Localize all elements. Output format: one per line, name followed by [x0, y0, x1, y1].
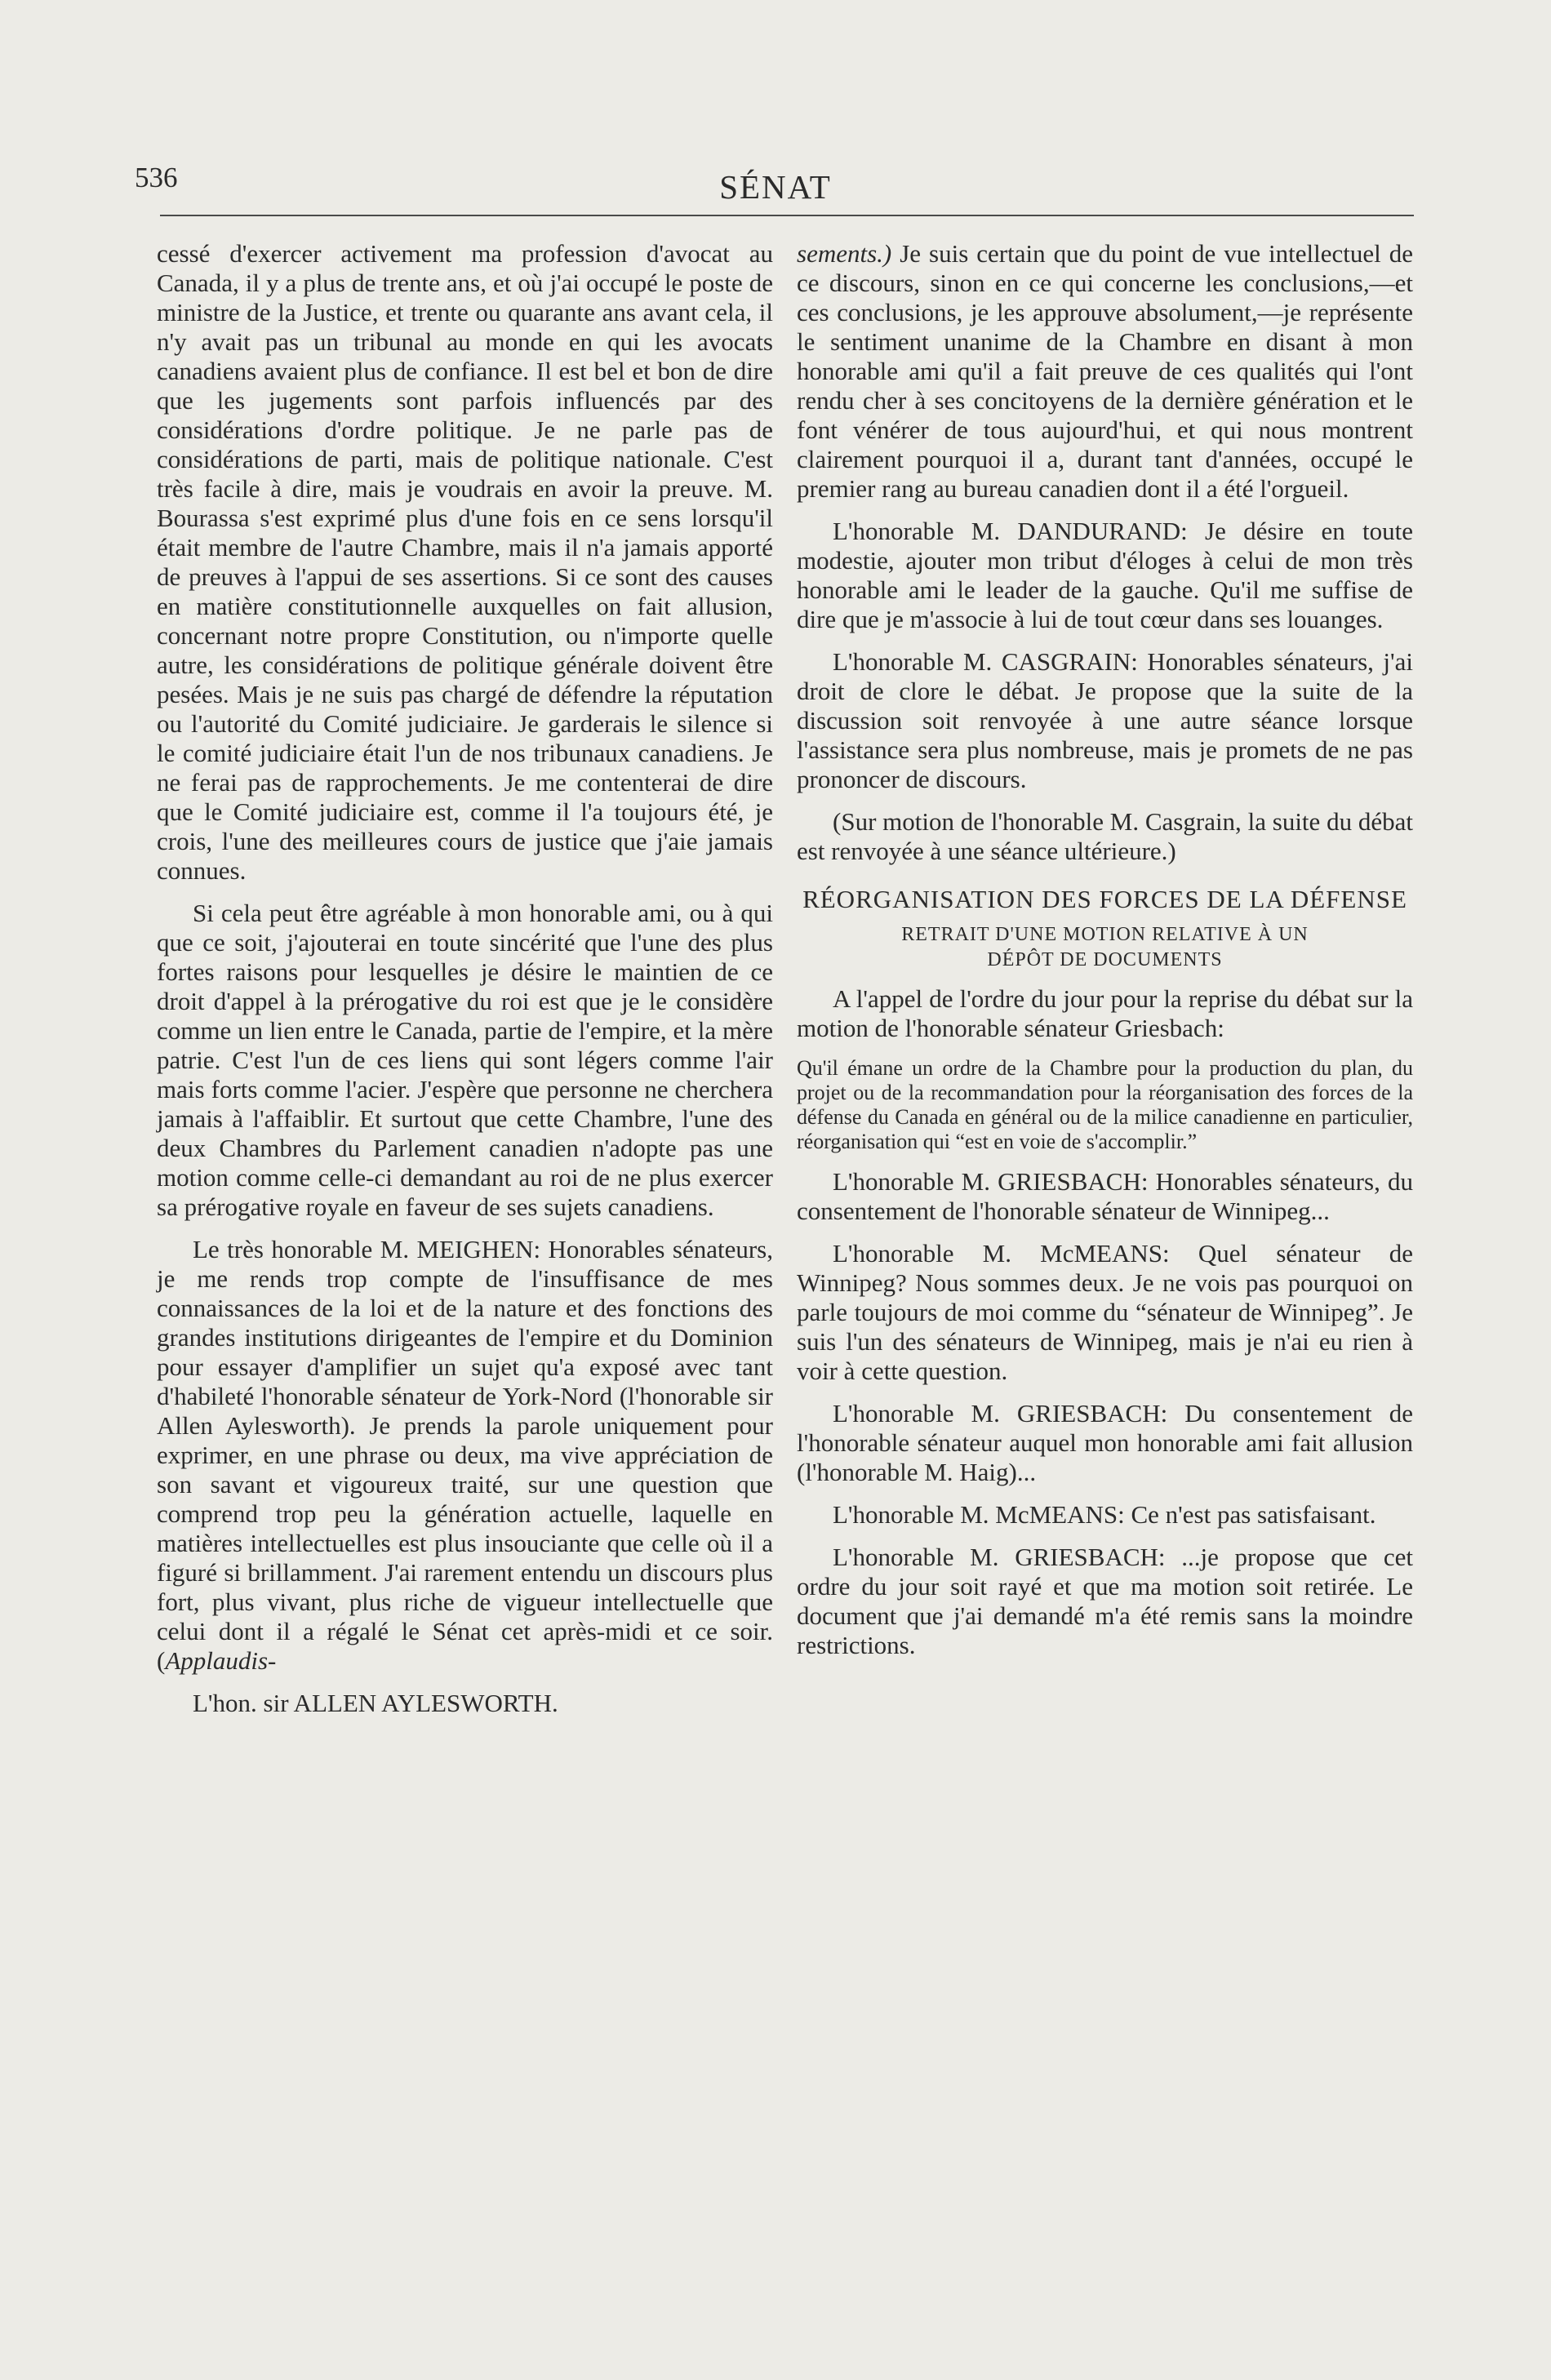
paragraph: A l'appel de l'ordre du jour pour la reprise du débat sur la motion de l'honorable sénateur Griesbach: — [797, 984, 1413, 1042]
paragraph-casgrain: L'honorable M. CASGRAIN: Honorables sénateurs, j'ai droit de clore le débat. Je propose que la suite de la discussion soit renvoyée à une autre séance lorsque l'assistance sera plus nombreuse, mais je promets de ne pas prononcer de discours. — [797, 647, 1413, 793]
right-column — [797, 239, 1413, 1673]
paragraph-griesbach: L'honorable M. GRIESBACH: ...je propose que cet ordre du jour soit rayé et que ma motion soit retirée. Le document que j'ai demandé m'a été remis sans la moindre restrictions. — [797, 1543, 1413, 1659]
paragraph-griesbach: L'honorable M. GRIESBACH: Honorables sénateurs, du consentement de l'honorable sénateur de Winnipeg... — [797, 1167, 1413, 1225]
section-subtitle-line-2: DÉPÔT DE DOCUMENTS — [987, 949, 1223, 970]
paragraph-mcmeans: L'honorable M. McMEANS: Quel sénateur de Winnipeg? Nous sommes deux. Je ne vois pas pourquoi on parle toujours de moi comme du “sénateur de Winnipeg”. Je suis l'un des sénateurs de Winnipeg, mais je n'ai eu rien à voir à cette question. — [797, 1239, 1413, 1385]
italic-text: Applaudis- — [165, 1646, 277, 1675]
paragraph: Si cela peut être agréable à mon honorable ami, ou à qui que ce soit, j'ajouterai en toute sincérité que l'une des plus fortes raisons pour lesquelles je désire le maintien de ce droit d'appel à la prérogative du roi est que je le considère comme un lien entre le Canada, partie de l'empire, et la mère patrie. C'est l'un de ces liens qui sont légers comme l'air mais forts comme l'acier. J'espère que personne ne cherchera jamais à l'affaiblir. Et surtout que cette Chambre, l'une des deux Chambres du Parlement canadien n'adopte pas une motion comme celle-ci demandant au roi de ne plus exercer sa prérogative royale en faveur de ses sujets canadiens. — [157, 899, 773, 1221]
speaker-footer: L'hon. sir ALLEN AYLESWORTH. — [193, 1689, 558, 1717]
section-subtitle — [797, 922, 1413, 973]
section-subtitle-line-1: RETRAIT D'UNE MOTION RELATIVE À UN — [901, 924, 1309, 945]
italic-text: sements.) — [797, 239, 892, 268]
paragraph-dandurand: L'honorable M. DANDURAND: Je désire en toute modestie, ajouter mon tribut d'éloges à celui de mon très honorable ami le leader de la gauche. Qu'il me suffise de dire que je m'associe à lui de tout cœur dans ses louanges. — [797, 517, 1413, 633]
paragraph-griesbach: L'honorable M. GRIESBACH: Du consentement de l'honorable sénateur auquel mon honorable ami fait allusion (l'honorable M. Haig)... — [797, 1399, 1413, 1486]
paragraph-meighen — [157, 1235, 773, 1676]
paragraph — [797, 239, 1413, 504]
section-title: RÉORGANISATION DES FORCES DE LA DÉFENSE — [802, 885, 1407, 913]
paragraph-text: Le très honorable M. MEIGHEN: Honorables sénateurs, je me rends trop compte de l'insuffisance de mes connaissances de la loi et de la nature et des fonctions des grandes institutions dirigeantes de l'empire et du Dominion pour essayer d'amplifier un sujet qu'a exposé avec tant d'habileté l'honorable sénateur de York-Nord (l'honorable sir Allen Aylesworth). Je prends la parole uniquement pour exprimer, en une phrase ou deux, ma vive appréciation de son savant et vigoureux traité, sur une question que comprend trop peu la génération actuelle, laquelle en matières intellectuelles est plus insouciante que celle où il a figuré si brillamment. J'ai rarement entendu un discours plus fort, plus vivant, plus riche de vigueur intellectuelle que celui dont il a régalé le Sénat cet après-midi et ce soir. ( — [157, 1235, 773, 1675]
paragraph-mcmeans: L'honorable M. McMEANS: Ce n'est pas satisfaisant. — [833, 1500, 1376, 1529]
left-column — [157, 239, 773, 1731]
page-number: 536 — [135, 162, 178, 193]
header-rule — [160, 215, 1414, 216]
running-title: SÉNAT — [719, 168, 832, 206]
paragraph-text: Je suis certain que du point de vue intellectuel de ce discours, sinon en ce qui concerne les conclusions,—et ces conclusions, je les approuve absolument,—je représente le sentiment unanime de la Chambre en disant à mon honorable ami qu'il a fait preuve de ces qualités qui l'ont rendu cher à ses concitoyens de la dernière génération et le font vénérer de tous aujourd'hui, et qui nous montrent clairement pourquoi il a, durant tant d'années, occupé le premier rang au bureau canadien dont il a été l'orgueil. — [797, 239, 1413, 503]
paragraph: cessé d'exercer activement ma profession d'avocat au Canada, il y a plus de trente ans, et où j'ai occupé le poste de ministre de la Justice, et trente ou quarante ans avant cela, il n'y avait pas un tribunal au monde en qui les avocats canadiens avaient plus de confiance. Il est bel et bon de dire que les jugements sont parfois influencés par des considérations d'ordre politique. Je ne parle pas de considérations de parti, mais de politique nationale. C'est très facile à dire, mais je voudrais en avoir la preuve. M. Bourassa s'est exprimé plus d'une fois en ce sens lorsqu'il était membre de l'autre Chambre, mais il n'a jamais apporté de preuves à l'appui de ses assertions. Si ce sont des causes en matière constitutionnelle auxquelles on fait allusion, concernant notre propre Constitution, ou n'importe quelle autre, les considérations de politique générale doivent être pesées. Mais je ne suis pas chargé de défendre la réputation ou l'autorité du Comité judiciaire. Je garderais le silence si le comité judiciaire était l'un de nos tribunaux canadiens. Je ne ferai pas de rapprochements. Je me contenterai de dire que le Comité judiciaire est, comme il l'a toujours été, je crois, l'une des meilleures cours de justice que j'aie jamais connues. — [157, 239, 773, 885]
quoted-motion: Qu'il émane un ordre de la Chambre pour la production du plan, du projet ou de la recommandation pour la réorganisation des forces de la défense du Canada en général ou de la milice canadienne en particulier, réorganisation qui “est en voie de s'accomplir.” — [797, 1056, 1413, 1153]
paragraph-motion: (Sur motion de l'honorable M. Casgrain, la suite du débat est renvoyée à une séance ultérieure.) — [797, 807, 1413, 865]
